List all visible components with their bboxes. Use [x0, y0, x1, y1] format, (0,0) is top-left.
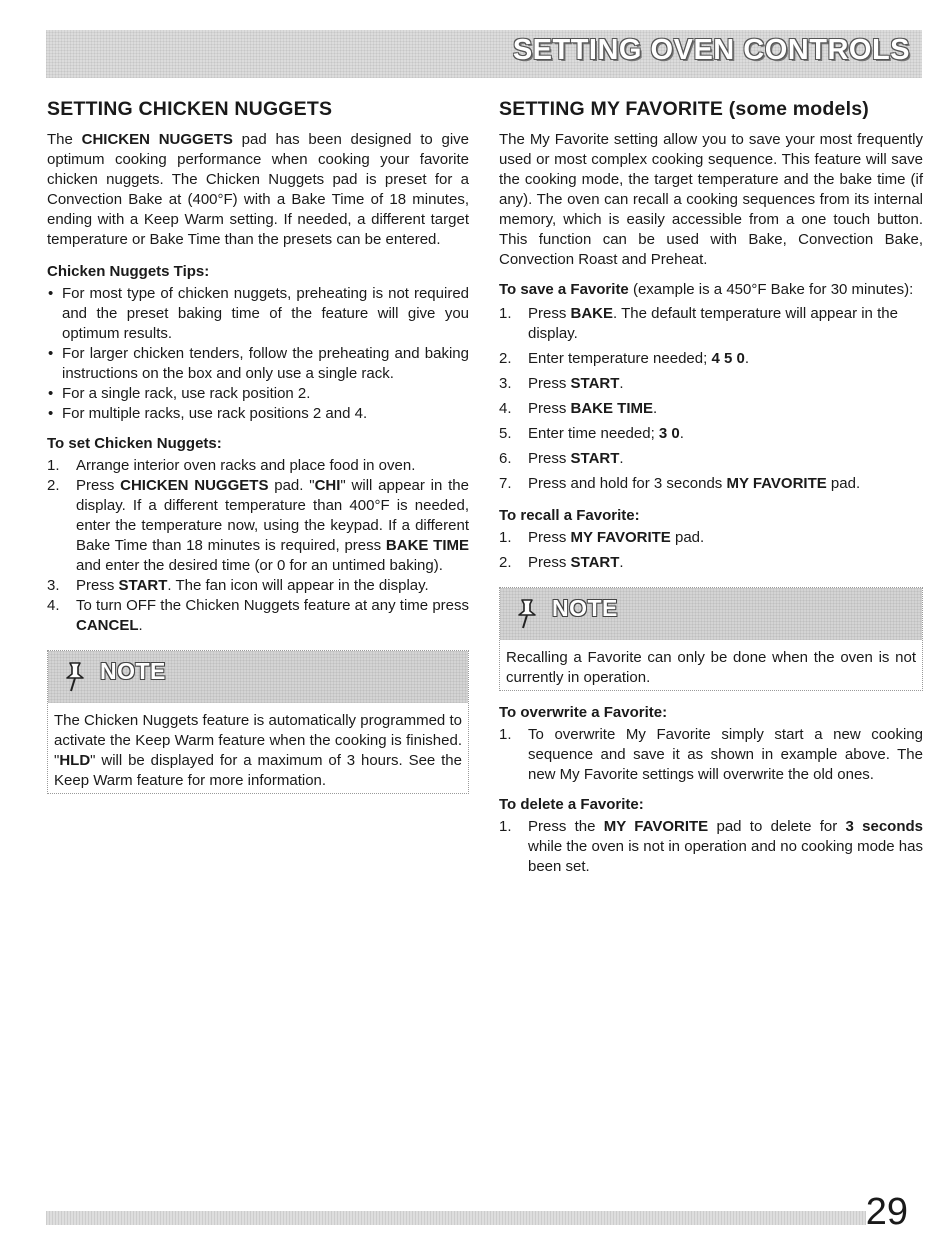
list-item: 6. Press START.	[499, 450, 624, 467]
note-header	[48, 651, 468, 703]
set-nuggets-steps	[47, 456, 469, 636]
set-nuggets-heading: To set Chicken Nuggets:	[47, 435, 222, 452]
my-favorite-intro: The My Favorite setting allow you to save your most frequently used or most complex cooking sequence. This feature will save the cooking mode, the target temperature and the bake time (if any). The oven can recall a cooking sequences from its internal memory, which is easily accessible from a one touch button. This function can be used with Bake, Convection Bake, Convection Roast and Preheat.	[499, 131, 923, 268]
delete-favorite-steps	[499, 817, 923, 877]
my-favorite-heading: SETTING MY FAVORITE (some models)	[499, 98, 869, 120]
tips-heading: Chicken Nuggets Tips:	[47, 263, 210, 280]
list-item: 1. Press MY FAVORITE pad.	[499, 529, 705, 546]
footer-band	[46, 1211, 866, 1225]
list-item: • For a single rack, use rack position 2.	[47, 384, 469, 404]
list-item: 1. Arrange interior oven racks and place food in oven.	[47, 457, 416, 474]
chicken-nuggets-intro: The CHICKEN NUGGETS pad has been designed to give optimum cooking performance when cooking your favorite chicken nuggets. The Chicken Nuggets pad is preset for a Convection Bake at (400°F) with a Bake Time of 18 minutes, ending with a Keep Warm setting. If needed, a different target temperature or Bake Time than the presets can be entered.	[47, 131, 470, 248]
note-box-nuggets	[47, 650, 469, 794]
note-label: NOTE	[552, 595, 618, 621]
list-item: 2. Enter temperature needed; 4 5 0.	[499, 350, 749, 367]
section-header-band	[46, 30, 922, 78]
note-box-favorite	[499, 587, 923, 691]
list-item: 3. Press START. The fan icon will appear in the display.	[47, 577, 429, 594]
section-title: SETTING OVEN CONTROLS	[512, 34, 910, 66]
list-item: 4. Press BAKE TIME.	[499, 400, 658, 417]
left-column	[47, 96, 469, 794]
list-item: • For larger chicken tenders, follow the preheating and baking instructions on the box and only use a single rack.	[47, 344, 469, 384]
list-item: • For multiple racks, use rack positions 2 and 4.	[47, 404, 469, 424]
list-item: 1. To overwrite My Favorite simply start a new cooking sequence and save it as shown in example above. The new My Favorite settings will overwrite the old ones.	[499, 726, 923, 783]
recall-favorite-steps	[499, 528, 923, 573]
pushpin-icon	[62, 661, 88, 693]
tips-list	[47, 284, 469, 424]
recall-favorite-heading: To recall a Favorite:	[499, 507, 640, 524]
list-item: 1. Press BAKE. The default temperature will appear in the display.	[499, 305, 898, 342]
right-column	[499, 96, 923, 887]
list-item: 5. Enter time needed; 3 0.	[499, 425, 684, 442]
page-number: 29	[865, 1191, 908, 1233]
save-favorite-steps	[499, 304, 923, 494]
pushpin-icon	[514, 598, 540, 630]
delete-favorite-heading: To delete a Favorite:	[499, 796, 644, 813]
list-item: • For most type of chicken nuggets, preheating is not required and the preset baking time of the feature will give you optimum results.	[47, 284, 469, 344]
list-item: 1. Press the MY FAVORITE pad to delete for 3 seconds while the oven is not in operation and no cooking mode has been set.	[499, 818, 924, 875]
note-text: The Chicken Nuggets feature is automatically programmed to activate the Keep Warm feature when the cooking is finished. "HLD" will be displayed for a maximum of 3 hours. See the Keep Warm feature for more information.	[54, 712, 462, 789]
note-text: Recalling a Favorite can only be done when the oven is not currently in operation.	[506, 649, 916, 686]
list-item: 3. Press START.	[499, 375, 624, 392]
list-item: 4. To turn OFF the Chicken Nuggets feature at any time press CANCEL.	[47, 597, 469, 634]
list-item: 2. Press CHICKEN NUGGETS pad. "CHI" will appear in the display. If a different temperature than 400°F is needed, enter the temperature now, using the keypad. If a different Bake Time than 18 minutes is required, press BAKE TIME and enter the desired time (or 0 for an untimed baking).	[47, 477, 469, 574]
overwrite-favorite-steps	[499, 725, 923, 785]
overwrite-favorite-heading: To overwrite a Favorite:	[499, 704, 668, 721]
chicken-nuggets-heading: SETTING CHICKEN NUGGETS	[47, 98, 333, 120]
note-header	[500, 588, 922, 640]
save-favorite-heading: To save a Favorite (example is a 450°F Bake for 30 minutes):	[499, 281, 914, 298]
list-item: 2. Press START.	[499, 554, 624, 571]
note-label: NOTE	[100, 658, 166, 684]
list-item: 7. Press and hold for 3 seconds MY FAVORITE pad.	[499, 475, 861, 492]
